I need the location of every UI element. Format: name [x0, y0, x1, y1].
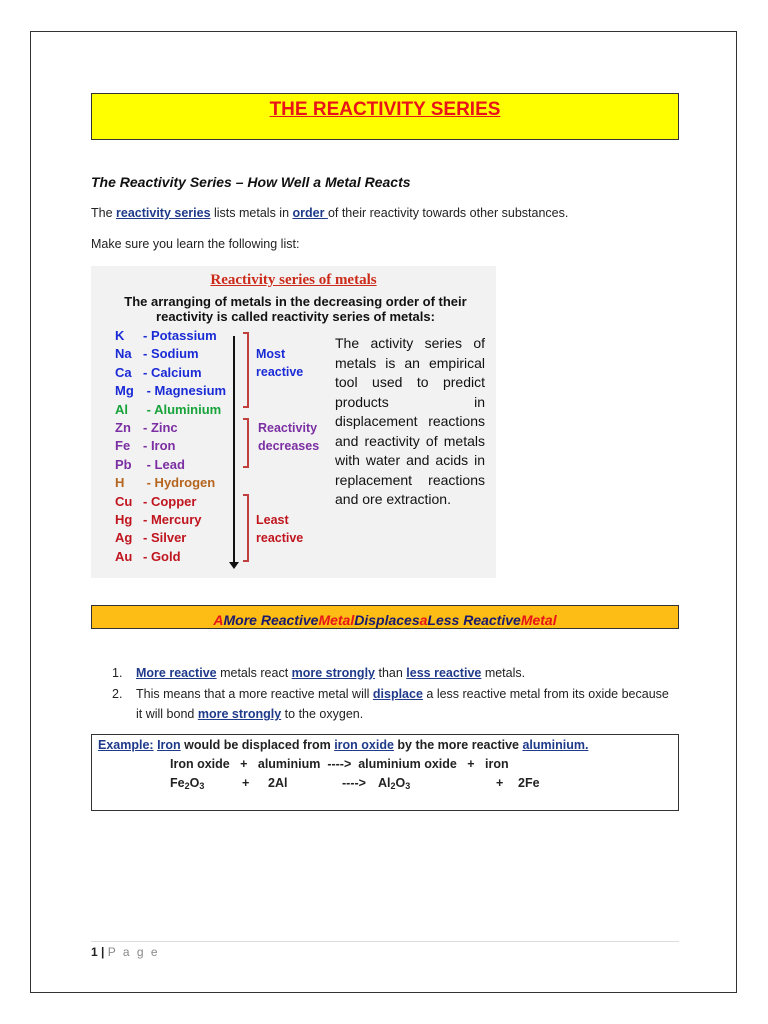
list-item: [112, 663, 672, 683]
metal-symbol: Ca: [115, 364, 132, 380]
learn-list-paragraph: Make sure you learn the following list:: [91, 237, 300, 251]
example-text: by the more reactive: [393, 738, 523, 752]
page-word: P a g e: [107, 945, 160, 959]
metal-symbol: Mg: [115, 383, 134, 399]
metal-row: [115, 328, 217, 343]
group-label-line: reactive: [256, 531, 304, 545]
list-text: This means that a more reactive metal will: [136, 687, 373, 701]
metal-symbol: Al: [115, 401, 128, 417]
plus-sign: +: [496, 776, 504, 790]
list-text: metals.: [481, 666, 526, 680]
underlined-term: more strongly: [197, 707, 282, 721]
reactant-aluminium: 2Al: [268, 776, 288, 790]
list-text: than: [375, 666, 407, 680]
metal-name: - Copper: [143, 493, 197, 509]
underlined-term: displace: [372, 687, 423, 701]
list-number: 2.: [112, 687, 123, 701]
section-heading: [213, 609, 556, 628]
reactivity-series-link: reactivity series: [116, 206, 211, 220]
metal-name: - Mercury: [143, 512, 202, 527]
heading-word: A: [213, 612, 224, 628]
metal-row: [115, 420, 178, 435]
metal-name: - Calcium: [143, 364, 202, 380]
group-label-line: reactive: [256, 365, 304, 379]
page-number: 1: [91, 945, 98, 959]
intro-text: The: [91, 206, 117, 220]
metal-row: [115, 549, 181, 564]
underlined-term: less reactive: [406, 666, 482, 680]
metal-name: - Iron: [143, 438, 176, 454]
list-text: metals react: [216, 666, 292, 680]
metal-name: - Potassium: [143, 328, 217, 343]
metal-symbol: Zn: [115, 420, 131, 435]
example-label: Example:: [98, 738, 154, 752]
figure-paragraph: The activity series of metals is an empirical tool used to predict products in displacement reactions and reactivity of metals with water and acids in replacement reactions and ore extraction.: [335, 335, 485, 507]
most-reactive-bracket: [243, 332, 249, 408]
example-box: [91, 734, 679, 811]
metal-name: - Sodium: [143, 346, 199, 362]
title-banner: [91, 93, 679, 140]
metal-symbol: H: [115, 475, 125, 491]
underlined-term: aluminium.: [522, 738, 589, 752]
group-label-most-reactive: [256, 345, 303, 381]
order-link: order: [292, 206, 328, 220]
heading-word: Metal: [318, 612, 355, 628]
heading-word: More Reactive: [223, 612, 319, 628]
list-text: to the oxygen.: [281, 707, 364, 721]
intro-text: lists metals in: [210, 206, 293, 220]
reactant-iron-oxide: $Fe_2O_3$: [170, 776, 205, 791]
group-label-line: Reactivity: [258, 421, 318, 435]
metal-row: [115, 438, 176, 453]
underlined-term: Iron: [157, 738, 181, 752]
heading-word: a: [419, 612, 428, 628]
reactivity-series-figure: [91, 266, 496, 578]
intro-text: of their reactivity towards other substances.: [327, 206, 569, 220]
product-aluminium-oxide: $Al_2O_3$: [378, 776, 411, 791]
metal-symbol: Fe: [115, 438, 131, 454]
least-reactive-bracket: [243, 494, 249, 562]
page-footer: [91, 945, 160, 959]
heading-word: Less Reactive: [427, 612, 521, 628]
underlined-term: iron oxide: [334, 738, 394, 752]
decreasing-bracket: [243, 418, 249, 468]
metal-symbol: Ag: [115, 530, 133, 546]
underlined-term: more strongly: [291, 666, 375, 680]
example-text: would be displaced from: [180, 738, 335, 752]
figure-description: The arranging of metals in the decreasing order of their reactivity is called reactivity series of metals:: [124, 294, 467, 324]
metal-symbol: Hg: [115, 512, 133, 527]
symbol-equation: [170, 776, 650, 794]
arrow-down-icon: [229, 562, 239, 569]
group-label-least-reactive: [256, 511, 303, 547]
metal-name: - Zinc: [143, 420, 178, 435]
reaction-arrow: ---->: [342, 776, 366, 790]
intro-paragraph: [91, 206, 568, 220]
metal-row: [115, 475, 215, 490]
numbered-list: [112, 663, 672, 725]
example-sentence: [98, 738, 588, 752]
heading-word: Metal: [520, 612, 557, 628]
list-item: [112, 684, 672, 724]
metal-name: - Magnesium: [143, 383, 227, 399]
metal-name: - Aluminium: [143, 401, 222, 417]
plus-sign: +: [242, 776, 250, 790]
footer-separator: |: [97, 945, 108, 959]
metal-row: [115, 494, 196, 509]
metal-row: [115, 457, 185, 472]
list-text: a less reactive metal from its oxide because it will bond: [136, 687, 669, 721]
metal-row: [115, 512, 202, 527]
metal-row: [115, 402, 221, 417]
product-iron: 2Fe: [518, 776, 540, 790]
metal-row: [115, 530, 186, 545]
figure-title: Reactivity series of metals: [210, 272, 377, 288]
group-label-decreases: [258, 419, 319, 455]
metal-symbol: Na: [115, 346, 132, 362]
metal-row: [115, 383, 226, 398]
underlined-term: More reactive: [136, 666, 217, 680]
metal-symbol: Au: [115, 548, 133, 564]
metal-name: - Gold: [143, 548, 181, 564]
metal-name: - Hydrogen: [143, 475, 216, 491]
group-label-line: Least: [256, 513, 289, 527]
list-number: 1.: [112, 666, 123, 680]
decreasing-arrow-line: [233, 336, 235, 566]
metal-row: [115, 346, 199, 361]
metal-symbol: K: [115, 328, 125, 343]
metal-symbol: Pb: [115, 456, 132, 472]
section-banner: [91, 605, 679, 629]
metal-row: [115, 365, 202, 380]
metal-symbol: Cu: [115, 493, 133, 509]
word-equation: Iron oxide + aluminium ----> aluminium oxide + iron: [170, 757, 509, 771]
metal-name: - Lead: [143, 456, 185, 472]
group-label-line: decreases: [258, 439, 320, 453]
metal-name: - Silver: [143, 530, 187, 546]
page-title: THE REACTIVITY SERIES: [269, 99, 501, 120]
group-label-line: Most: [256, 347, 286, 361]
footer-divider: [91, 941, 679, 942]
heading-word: Displaces: [354, 612, 420, 628]
section-subheading: The Reactivity Series – How Well a Metal Reacts: [91, 174, 411, 190]
